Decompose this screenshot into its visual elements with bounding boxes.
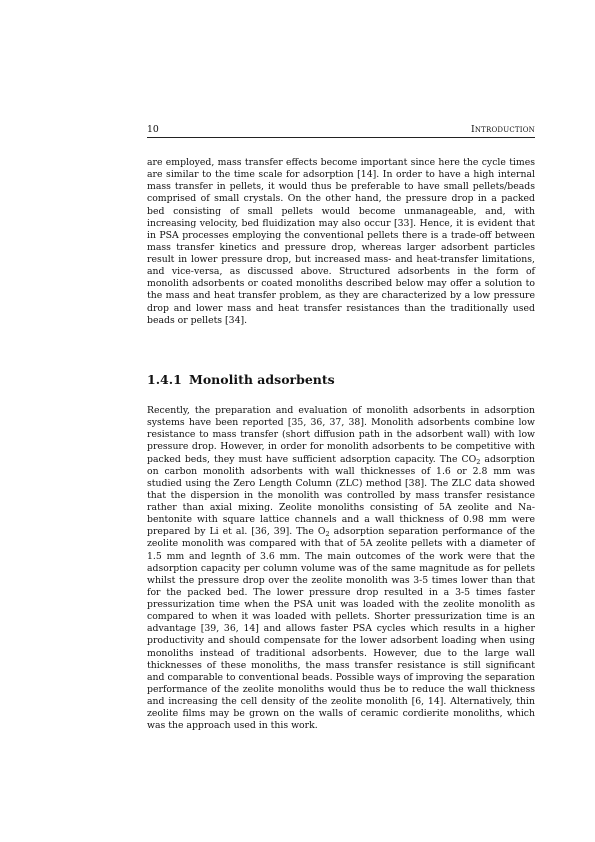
paragraph-monolith-adsorbents	[147, 405, 535, 732]
paragraph-text-part-1: Recently, the preparation and evaluation of monolith adsorbents in adsorption systems have been reported [35, 36, 37, 38]. Monolith adsorbents combine low resistance to mass transfer (short diffusion path in the adsorbent wall) with low pressure drop. However, in order for monolith adsorbents to be competitive with packed beds, they must have sufficient adsorption capacity. The CO	[147, 405, 535, 465]
paragraph-text-part-3: adsorption separation performance of the zeolite monolith was compared with that of 5A zeolite pellets with a diameter of 1.5 mm and legnth of 3.6 mm. The main outcomes of the work were that the adsorption capacity per column volume was of the same magnitude as for pellets whilst the pressure drop over the zeolite monolith was 3-5 times lower than that for the packed bed. The lower pressure drop resulted in a 3-5 times faster pressurization time when the PSA unit was loaded with the zeolite monolith as compared to when it was loaded with pellets. Shorter pressurization time is an advantage [39, 36, 14] and allows faster PSA cycles which results in a higher productivity and should compensate for the lower adsorbent loading when using monoliths instead of traditional adsorbents. However, due to the large wall thicknesses of these monoliths, the mass transfer resistance is still significant and comparable to conventional beads. Possible ways of improving the separation performance of the zeolite monoliths would thus be to reduce the wall thickness and increasing the cell density of the zeolite monolith [6, 14]. Alternatively, thin zeolite films may be grown on the walls of ceramic cordierite monoliths, which was the approach used in this work.	[147, 526, 535, 732]
section-number: 1.4.1	[147, 372, 182, 387]
page-content	[147, 124, 535, 732]
subscript-o2: 2	[325, 530, 330, 539]
section-heading	[147, 372, 535, 387]
running-header	[147, 124, 535, 138]
subscript-co2: 2	[476, 457, 481, 466]
paragraph-text-part-2: adsorption on carbon monolith adsorbents with wall thicknesses of 1.6 or 2.8 mm was studied using the Zero Length Column (ZLC) method [38]. The ZLC data showed that the dispersion in the monolith was controlled by mass transfer resistance rather than axial mixing. Zeolite monoliths consisting of 5A zeolite and Na-bentonite with square lattice channels and a wall thickness of 0.98 mm were prepared by Li et al. [36, 39]. The O	[147, 453, 535, 538]
paragraph-intro-continued: are employed, mass transfer effects become important since here the cycle times are similar to the time scale for adsorption [14]. In order to have a high internal mass transfer in pellets, it would thus be preferable to have small pellets/beads comprised of small crystals. On the other hand, the pressure drop in a packed bed consisting of small pellets would become unmanageable, and, with increasing velocity, bed fluidization may also occur [33]. Hence, it is evident that in PSA processes employing the conventional pellets there is a trade-off between mass transfer kinetics and pressure drop, whereas larger adsorbent particles result in lower pressure drop, but increased mass- and heat-transfer limitations, and vice-versa, as discussed above. Structured adsorbents in the form of monolith adsorbents or coated monoliths described below may offer a solution to the mass and heat transfer problem, as they are characterized by a low pressure drop and lower mass and heat transfer resistances than the traditionally used beads or pellets [34].	[147, 157, 535, 326]
page-number: 10	[147, 124, 159, 135]
chapter-title: Introduction	[470, 124, 535, 135]
section-title: Monolith adsorbents	[189, 372, 335, 387]
